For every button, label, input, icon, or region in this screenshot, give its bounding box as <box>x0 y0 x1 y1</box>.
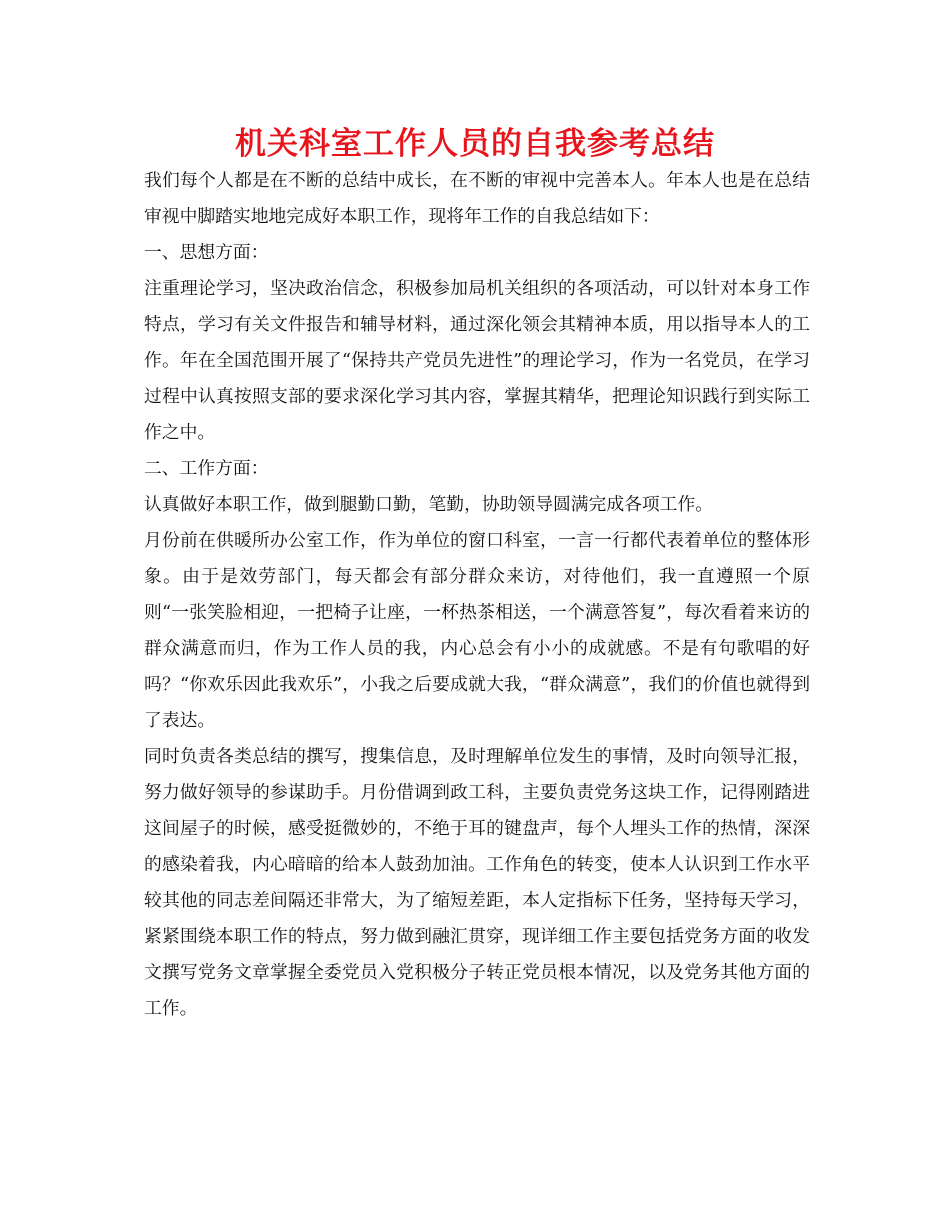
paragraph-work-office: 月份前在供暖所办公室工作，作为单位的窗口科室，一言一行都代表着单位的整体形象。由于是效劳部门，每天都会有部分群众来访，对待他们，我一直遵照一个原则“一张笑脸相迎，一把椅子让座，一杯热茶相送，一个满意答复”，每次看着来访的群众满意而归，作为工作人员的我，内心总会有小小的成就感。不是有句歌唱的好吗？“你欢乐因此我欢乐”，小我之后要成就大我，“群众满意”，我们的价值也就得到了表达。 <box>144 530 810 731</box>
document-title: 机关科室工作人员的自我参考总结 <box>235 126 715 162</box>
section-heading-work: 二、工作方面： <box>144 458 269 479</box>
section-heading-thought: 一、思想方面： <box>144 242 269 263</box>
paragraph-thought: 注重理论学习，坚决政治信念，积极参加局机关组织的各项活动，可以针对本身工作特点，学习有关文件报告和辅导材料，通过深化领会其精神本质，用以指导本人的工作。年在全国范围开展了“保持共产党员先进性”的理论学习，作为一名党员，在学习过程中认真按照支部的要求深化学习其内容，掌握其精华，把理论知识践行到实际工作之中。 <box>144 278 810 443</box>
paragraph-work-party: 同时负责各类总结的撰写，搜集信息，及时理解单位发生的事情，及时向领导汇报，努力做好领导的参谋助手。月份借调到政工科，主要负责党务这块工作，记得刚踏进这间屋子的时候，感受挺微妙的，不绝于耳的键盘声，每个人埋头工作的热情，深深的感染着我，内心暗暗的给本人鼓劲加油。工作角色的转变，使本人认识到工作水平较其他的同志差间隔还非常大，为了缩短差距，本人定指标下任务，坚持每天学习，紧紧围绕本职工作的特点，努力做到融汇贯穿，现详细工作主要包括党务方面的收发文撰写党务文章掌握全委党员入党积极分子转正党员根本情况，以及党务其他方面的工作。 <box>144 746 810 1019</box>
paragraph-work-duty: 认真做好本职工作，做到腿勤口勤，笔勤，协助领导圆满完成各项工作。 <box>144 494 714 515</box>
paragraph-intro: 我们每个人都是在不断的总结中成长，在不断的审视中完善本人。年本人也是在总结审视中脚踏实地地完成好本职工作，现将年工作的自我总结如下： <box>144 170 810 227</box>
document-body <box>144 163 810 1027</box>
